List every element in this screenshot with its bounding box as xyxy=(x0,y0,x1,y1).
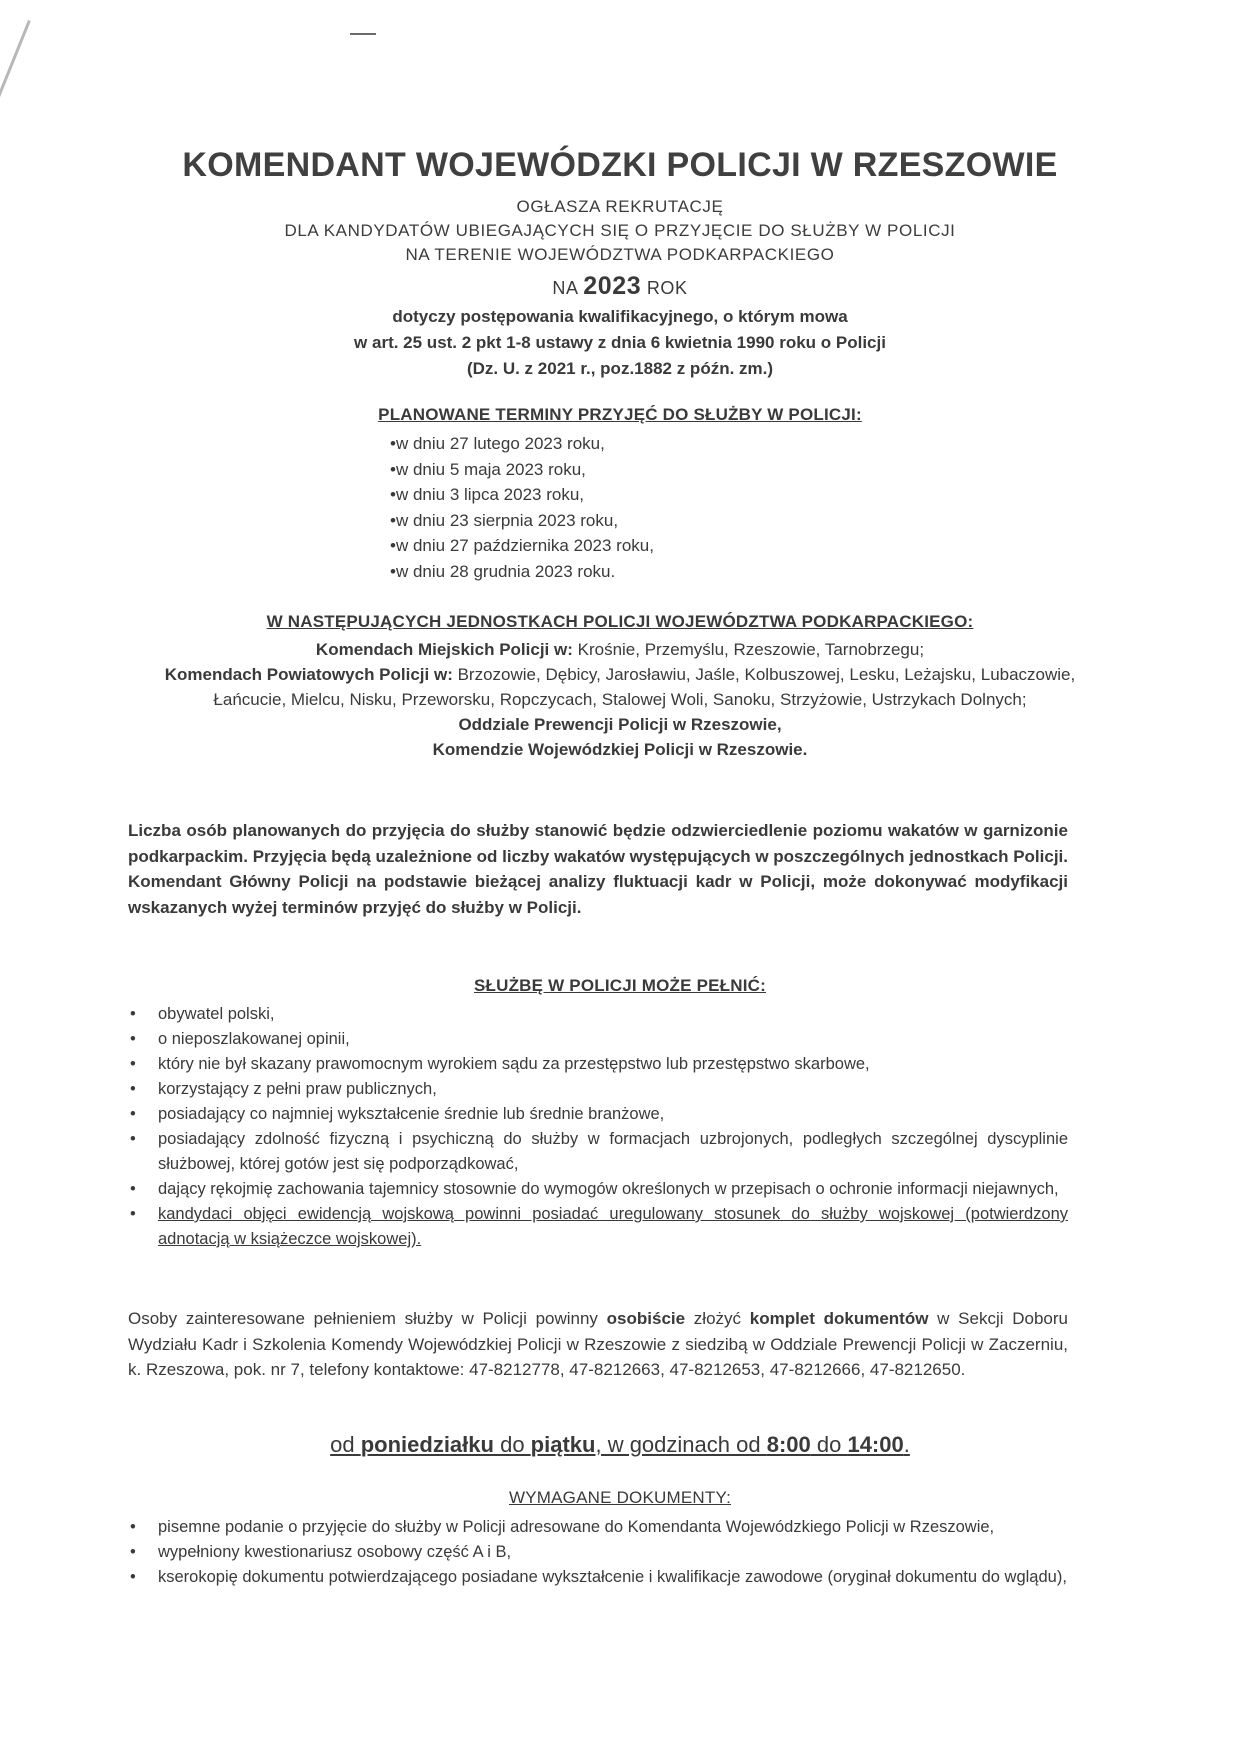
powiatowe-label: Komendach Powiatowych Policji w: xyxy=(164,665,453,684)
miejskie-list: Krośnie, Przemyślu, Rzeszowie, Tarnobrzegu; xyxy=(577,640,925,659)
scan-artifact-dash xyxy=(350,33,376,35)
list-item: • korzystający z pełni praw publicznych, xyxy=(128,1077,1068,1102)
date-item: • w dniu 3 lipca 2023 roku, xyxy=(390,482,790,508)
units-komenda: Komendzie Wojewódzkiej Policji w Rzeszowie. xyxy=(432,740,808,759)
units-oddzial: Oddziale Prewencji Policji w Rzeszowie, xyxy=(458,715,782,734)
units-miejskie xyxy=(140,637,1100,662)
date-item: • w dniu 27 października 2023 roku, xyxy=(390,533,790,559)
candidates-line: DLA KANDYDATÓW UBIEGAJĄCYCH SIĘ O PRZYJĘCIE DO SŁUŻBY W POLICJI xyxy=(284,221,956,240)
list-item: • dający rękojmię zachowania tajemnicy stosownie do wymogów określonych w przepisach o ochronie informacji niejawnych, xyxy=(128,1177,1068,1202)
document-header xyxy=(0,146,1240,381)
list-item: • o nieposzlakowanej opinii, xyxy=(128,1027,1068,1052)
dates-list xyxy=(390,431,790,584)
scan-artifact-line xyxy=(0,20,31,160)
eligibility-heading: SŁUŻBĘ W POLICJI MOŻE PEŁNIĆ: xyxy=(474,976,766,995)
region-line: NA TERENIE WOJEWÓDZTWA PODKARPACKIEGO xyxy=(405,245,835,264)
list-item: • posiadający co najmniej wykształcenie średnie lub średnie branżowe, xyxy=(128,1102,1068,1127)
list-item: • pisemne podanie o przyjęcie do służby w Policji adresowane do Komendanta Wojewódzkiego Policji w Rzeszowie, xyxy=(128,1515,1068,1540)
date-item: • w dniu 27 lutego 2023 roku, xyxy=(390,431,790,457)
date-item: • w dniu 23 sierpnia 2023 roku, xyxy=(390,508,790,534)
units-powiatowe xyxy=(140,662,1100,712)
year-value: 2023 xyxy=(583,272,642,300)
documents-list xyxy=(128,1515,1068,1590)
office-hours: od poniedziałku do piątku, w godzinach od 8:00 do 14:00. xyxy=(330,1432,910,1457)
terms-heading: PLANOWANE TERMINY PRZYJĘĆ DO SŁUŻBY W POLICJI: xyxy=(378,405,862,424)
list-item: • który nie był skazany prawomocnym wyrokiem sądu za przestępstwo lub przestępstwo skarbowe, xyxy=(128,1052,1068,1077)
intro-paragraph: Liczba osób planowanych do przyjęcia do służby stanowić będzie odzwierciedlenie poziomu wakatów w garnizonie podkarpackim. Przyjęcia będą uzależnione od liczby wakatów występujących w poszczególnych jednostkach Policji. Komendant Główny Policji na podstawie bieżącej analizy fluktuacji kadr w Policji, może dokonywać modyfikacji wskazanych wyżej terminów przyjęć do służby w Policji. xyxy=(128,821,1069,917)
contact-bold-personally: osobiście xyxy=(606,1309,686,1328)
list-item: • obywatel polski, xyxy=(128,1002,1068,1027)
list-item: • wypełniony kwestionariusz osobowy część A i B, xyxy=(128,1540,1068,1565)
legal-basis-2: w art. 25 ust. 2 pkt 1-8 ustawy z dnia 6 kwietnia 1990 roku o Policji xyxy=(354,333,886,352)
documents-heading: WYMAGANE DOKUMENTY: xyxy=(509,1488,731,1507)
contact-paragraph: Osoby zainteresowane pełnieniem służby w Policji powinny osobiście złożyć komplet dokumentów w Sekcji Doboru Wydziału Kadr i Szkolenia Komendy Wojewódzkiej Policji w Rzeszowie z siedzibą w Oddziale Prewencji Policji w Zaczerniu, k. Rzeszowa, pok. nr 7, telefony kontaktowe: 47-8212778, 47-8212663, 47-8212653, 47-8212666, 47-8212650. xyxy=(128,1309,1068,1379)
year-prefix: NA xyxy=(552,278,578,298)
units-heading: W NASTĘPUJĄCYCH JEDNOSTKACH POLICJI WOJEWÓDZTWA PODKARPACKIEGO: xyxy=(266,612,974,631)
miejskie-label: Komendach Miejskich Policji w: xyxy=(315,640,573,659)
page-title: KOMENDANT WOJEWÓDZKI POLICJI W RZESZOWIE xyxy=(182,146,1058,184)
eligibility-list xyxy=(128,1002,1068,1252)
contact-bold-documents: komplet dokumentów xyxy=(749,1309,929,1328)
list-item: • posiadający zdolność fizyczną i psychiczną do służby w formacjach uzbrojonych, podległych szczególnej dyscyplinie służbowej, której gotów jest się podporządkować, xyxy=(128,1127,1068,1177)
powiatowe-list: Brzozowie, Dębicy, Jarosławiu, Jaśle, Kolbuszowej, Lesku, Leżajsku, Lubaczowie, Łańcucie, Mielcu, Nisku, Przeworsku, Ropczycach, Stalowej Woli, Sanoku, Strzyżowie, Ustrzykach Dolnych; xyxy=(213,665,1076,709)
legal-basis-3: (Dz. U. z 2021 r., poz.1882 z późn. zm.) xyxy=(466,359,774,378)
date-item: • w dniu 28 grudnia 2023 roku. xyxy=(390,559,790,585)
date-item: • w dniu 5 maja 2023 roku, xyxy=(390,457,790,483)
list-item: • kserokopię dokumentu potwierdzającego posiadane wykształcenie i kwalifikacje zawodowe (oryginał dokumentu do wglądu), xyxy=(128,1565,1068,1590)
legal-basis-1: dotyczy postępowania kwalifikacyjnego, o którym mowa xyxy=(392,307,848,326)
announcement-line: OGŁASZA REKRUTACJĘ xyxy=(516,197,724,216)
year-suffix: ROK xyxy=(646,278,688,298)
units-block xyxy=(140,637,1100,762)
list-item: • kandydaci objęci ewidencją wojskową powinni posiadać uregulowany stosunek do służby wojskowej (potwierdzony adnotacją w książeczce wojskowej). xyxy=(128,1202,1068,1252)
year-line xyxy=(0,271,1240,303)
